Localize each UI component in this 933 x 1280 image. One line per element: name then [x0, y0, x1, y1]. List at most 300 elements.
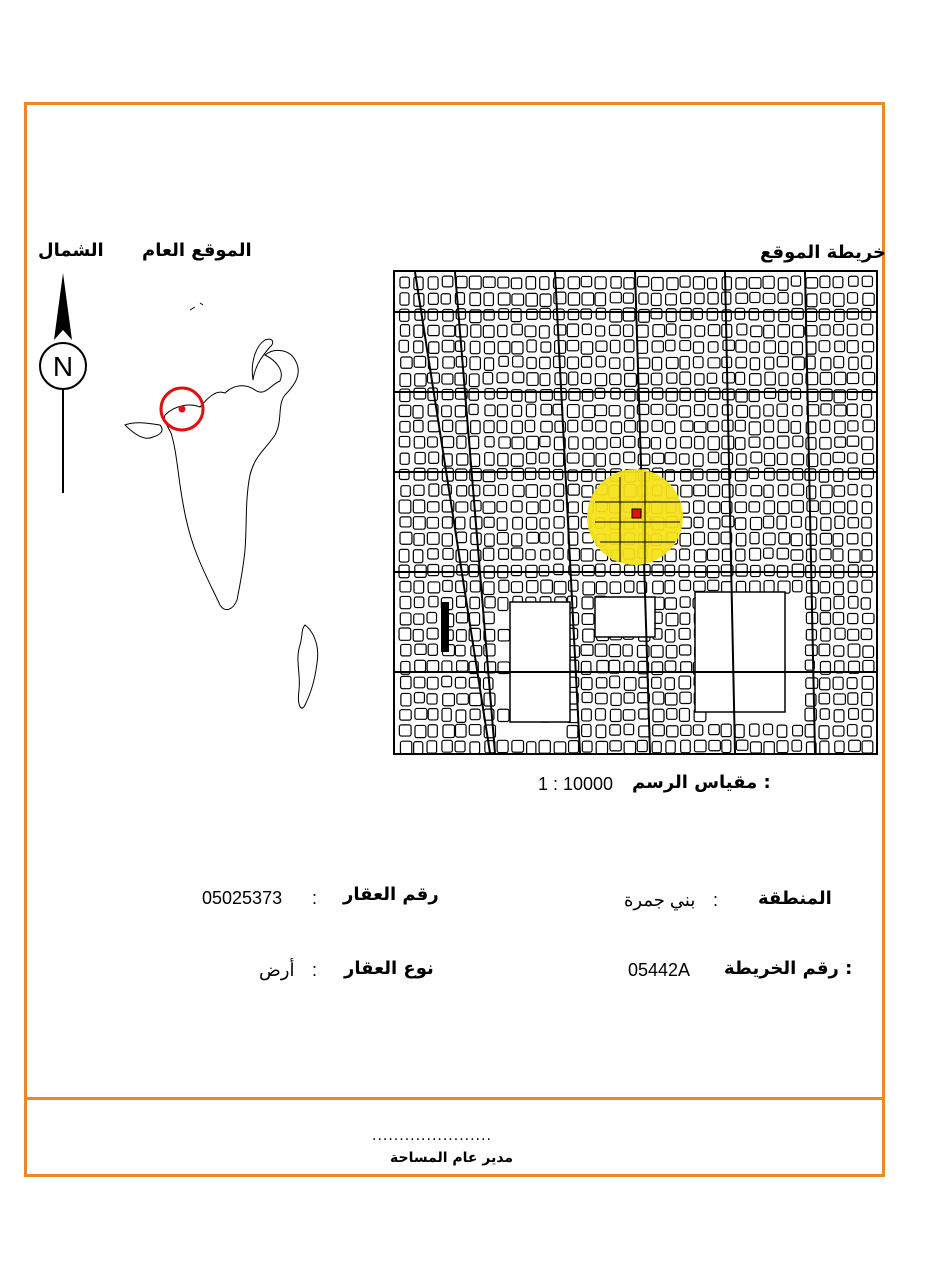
parcel: [525, 420, 534, 431]
parcel: [834, 646, 844, 656]
parcel: [847, 373, 858, 384]
parcel: [834, 582, 844, 595]
parcel: [833, 613, 843, 625]
parcel: [791, 276, 800, 286]
parcel: [540, 294, 551, 306]
parcel: [400, 293, 409, 305]
parcel: [400, 517, 411, 527]
parcel: [553, 532, 563, 545]
parcel: [793, 436, 803, 447]
parcel: [695, 740, 707, 752]
parcel: [401, 357, 412, 368]
parcel: [624, 278, 634, 289]
parcel: [513, 485, 524, 496]
parcel: [569, 437, 578, 449]
parcel: [582, 692, 592, 702]
parcel: [624, 724, 634, 734]
parcel: [511, 278, 521, 289]
parcel: [791, 421, 800, 433]
parcel: [863, 660, 874, 671]
parcel: [582, 420, 592, 431]
parcel: [427, 677, 438, 689]
parcel: [777, 436, 788, 448]
parcel: [414, 581, 424, 593]
parcel: [764, 516, 774, 528]
parcel: [596, 421, 607, 432]
parcel: [764, 420, 773, 432]
parcel: [792, 342, 803, 355]
parcel: [596, 564, 605, 576]
parcel: [652, 388, 662, 399]
parcel: [415, 660, 426, 671]
parcel: [596, 678, 607, 688]
parcel: [777, 741, 788, 753]
parcel: [456, 421, 467, 434]
parcel: [400, 421, 410, 432]
parcel: [820, 438, 831, 449]
parcel: [651, 373, 662, 385]
parcel: [749, 309, 758, 320]
parcel: [485, 405, 495, 416]
parcel: [848, 501, 857, 514]
parcel: [723, 372, 735, 382]
parcel: [456, 724, 467, 737]
parcel: [623, 436, 635, 447]
parcel: [596, 469, 605, 481]
parcel: [470, 293, 481, 306]
parcel: [540, 374, 550, 386]
parcel: [485, 453, 494, 466]
parcel: [764, 565, 774, 576]
parcel: [429, 596, 438, 607]
parcel: [540, 277, 549, 290]
parcel: [750, 406, 760, 418]
parcel: [498, 325, 507, 336]
parcel: [610, 358, 620, 369]
parcel: [862, 676, 873, 689]
parcel: [400, 309, 409, 321]
parcel: [681, 740, 691, 753]
parcel: [791, 388, 800, 399]
parcel: [666, 324, 675, 335]
parcel: [821, 293, 830, 304]
parcel: [680, 356, 689, 369]
parcel: [666, 404, 676, 415]
parcel: [526, 517, 536, 529]
parcel: [849, 357, 858, 369]
parcel: [750, 742, 761, 753]
parcel: [582, 709, 592, 721]
parcel: [596, 693, 608, 704]
parcel: [399, 469, 409, 479]
parcel: [792, 740, 801, 751]
parcel: [539, 326, 549, 338]
parcel: [625, 373, 637, 386]
area-value: بني جمرة: [624, 890, 696, 910]
parcel: [835, 628, 845, 639]
parcel: [469, 725, 481, 736]
parcel: [680, 326, 691, 338]
parcel: [499, 549, 509, 560]
parcel: [764, 581, 774, 593]
parcel: [415, 708, 427, 719]
parcel: [442, 406, 452, 417]
parcel: [484, 358, 493, 370]
parcel: [821, 358, 831, 370]
parcel: [862, 469, 874, 479]
parcel: [455, 677, 465, 688]
parcel: [820, 533, 831, 544]
parcel: [596, 741, 607, 753]
parcel: [413, 630, 423, 642]
parcel: [819, 341, 830, 352]
parcel: [526, 293, 537, 306]
parcel: [680, 597, 690, 607]
parcel: [722, 740, 731, 752]
parcel: [400, 710, 411, 720]
parcel: [625, 421, 636, 432]
parcel: [863, 613, 874, 623]
parcel: [414, 742, 423, 753]
parcel: [429, 452, 439, 463]
parcel: [665, 630, 675, 642]
parcel: [681, 725, 691, 735]
parcel: [679, 676, 691, 689]
parcel: [401, 486, 410, 497]
parcel: [764, 742, 774, 753]
parcel: [414, 692, 424, 702]
parcel: [847, 324, 857, 335]
parcel: [469, 565, 478, 577]
parcel: [443, 725, 455, 738]
parcel: [763, 533, 775, 545]
site-map: [393, 270, 878, 755]
parcel: [401, 644, 411, 655]
parcel: [722, 516, 734, 527]
parcel: [695, 293, 704, 303]
parcel: [429, 484, 439, 496]
parcel: [847, 389, 857, 399]
parcel: [639, 726, 650, 737]
parcel: [637, 740, 647, 751]
parcel: [567, 357, 578, 369]
parcel: [554, 469, 563, 479]
parcel: [638, 276, 649, 286]
parcel: [595, 405, 606, 416]
parcel: [862, 709, 873, 721]
parcel: [499, 309, 509, 320]
parcel: [834, 325, 844, 335]
parcel: [483, 326, 494, 338]
parcel: [498, 342, 510, 354]
parcel: [849, 276, 858, 286]
parcel: [709, 388, 720, 399]
parcel: [469, 404, 478, 414]
parcel: [863, 420, 874, 432]
parcel: [777, 357, 788, 367]
parcel: [750, 358, 759, 370]
parcel: [695, 374, 704, 385]
parcel: [400, 389, 410, 401]
parcel: [708, 580, 719, 590]
parcel: [680, 580, 691, 590]
parcel: [527, 340, 536, 352]
parcel: [708, 452, 718, 463]
parcel: [847, 534, 858, 544]
parcel: [625, 406, 634, 419]
parcel: [835, 341, 845, 351]
parcel: [442, 676, 452, 687]
parcel: [751, 565, 761, 576]
parcel: [541, 404, 552, 415]
parcel: [609, 406, 620, 416]
parcel: [413, 500, 424, 513]
parcel: [527, 453, 536, 464]
map-number-value: 05442A: [628, 960, 691, 980]
parcel: [834, 469, 843, 482]
parcel: [736, 340, 747, 352]
parcel: [569, 580, 578, 591]
parcel: [569, 372, 578, 385]
general-location-heading: الموقع العام: [142, 240, 252, 261]
parcel: [511, 548, 522, 560]
parcel: [680, 276, 690, 287]
parcel: [457, 661, 468, 672]
parcel: [511, 309, 521, 322]
parcel: [708, 405, 717, 417]
parcel: [499, 485, 508, 496]
parcel: [834, 405, 846, 416]
parcel: [415, 725, 426, 737]
parcel: [511, 565, 521, 575]
parcel: [665, 598, 676, 609]
parcel: [596, 438, 607, 450]
parcel: [568, 309, 578, 319]
parcel: [764, 548, 773, 558]
parcel: [610, 454, 620, 465]
parcel: [581, 678, 592, 690]
parcel: [736, 293, 748, 303]
parcel: [862, 741, 873, 753]
parcel: [539, 468, 549, 479]
parcel: [513, 517, 523, 529]
parcel: [652, 453, 664, 463]
parcel: [610, 741, 621, 751]
parcel: [833, 452, 844, 462]
parcel: [820, 325, 830, 335]
parcel: [765, 372, 775, 385]
parcel: [610, 709, 621, 721]
parcel: [807, 486, 816, 499]
parcel: [694, 532, 705, 544]
parcel: [735, 420, 745, 431]
parcel: [777, 469, 789, 480]
parcel: [527, 502, 539, 514]
parcel: [498, 453, 508, 465]
parcel: [680, 388, 690, 400]
parcel: [427, 661, 438, 672]
parcel: [665, 693, 677, 705]
parcel: [497, 388, 507, 398]
parcel: [511, 501, 522, 512]
parcel: [666, 741, 675, 753]
parcel: [834, 486, 845, 497]
parcel: [427, 533, 439, 545]
parcel: [736, 740, 747, 750]
area-label: المنطقة: [758, 888, 832, 909]
parcel: [569, 389, 580, 401]
parcel: [457, 486, 467, 496]
parcel: [778, 502, 789, 514]
parcel: [413, 517, 425, 529]
parcel: [512, 534, 522, 546]
parcel: [581, 276, 591, 286]
parcel: [624, 678, 636, 691]
parcel: [455, 645, 465, 656]
property-type-label: نوع العقار: [344, 958, 434, 979]
parcel: [765, 453, 775, 465]
parcel: [708, 278, 717, 289]
parcel: [749, 468, 758, 478]
north-arrow-icon: [30, 268, 96, 498]
parcel: [624, 325, 633, 336]
parcel: [667, 438, 676, 449]
parcel: [667, 726, 678, 737]
parcel: [721, 724, 731, 736]
parcel: [583, 438, 594, 450]
parcel: [443, 357, 454, 368]
parcel: [819, 726, 829, 739]
property-marker: [632, 509, 641, 518]
parcel: [862, 692, 872, 705]
parcel: [721, 453, 732, 465]
parcel: [610, 725, 621, 735]
parcel: [651, 438, 660, 449]
parcel: [471, 421, 480, 434]
parcel: [764, 325, 775, 337]
parcel: [833, 277, 843, 288]
parcel: [428, 725, 437, 737]
parcel: [513, 356, 523, 367]
parcel: [862, 580, 872, 592]
parcel: [735, 438, 744, 450]
parcel: [442, 517, 452, 528]
parcel: [582, 614, 594, 625]
parcel: [834, 502, 845, 513]
property-number-separator: :: [312, 888, 318, 908]
footer-divider: [24, 1097, 885, 1100]
parcel: [568, 502, 578, 513]
parcel: [848, 421, 858, 431]
parcel: [400, 613, 411, 625]
parcel: [583, 453, 594, 466]
property-type-value: أرض: [259, 960, 295, 980]
parcel: [848, 644, 860, 657]
parcel: [540, 518, 549, 529]
parcel: [792, 293, 802, 305]
parcel: [470, 341, 480, 353]
parcel: [526, 404, 535, 417]
parcel: [611, 437, 621, 447]
parcel: [863, 341, 874, 351]
parcel: [834, 694, 846, 704]
parcel: [471, 501, 481, 511]
parcel: [567, 453, 579, 463]
parcel: [750, 292, 760, 302]
parcel: [862, 533, 871, 546]
parcel: [512, 740, 524, 752]
parcel: [680, 549, 690, 560]
parcel: [624, 741, 635, 753]
parcel: [554, 517, 564, 528]
parcel: [694, 405, 704, 416]
parcel: [652, 341, 663, 352]
parcel: [595, 374, 606, 386]
parcel: [653, 692, 664, 704]
parcel: [833, 293, 844, 306]
parcel: [736, 533, 745, 546]
parcel: [525, 326, 536, 337]
parcel: [834, 596, 844, 608]
parcel: [848, 614, 858, 624]
parcel: [399, 628, 411, 640]
parcel: [820, 276, 830, 287]
parcel: [540, 532, 550, 543]
parcel: [611, 277, 621, 288]
parcel: [624, 693, 634, 703]
parcel: [693, 469, 703, 480]
parcel: [849, 596, 858, 608]
parcel: [820, 582, 829, 593]
parcel: [820, 389, 832, 401]
parcel: [456, 613, 467, 623]
parcel: [512, 421, 523, 433]
north-letter: N: [52, 351, 74, 382]
parcel: [540, 308, 550, 319]
parcel: [723, 340, 734, 350]
parcel: [611, 388, 620, 399]
parcel: [609, 645, 620, 657]
parcel: [427, 517, 438, 528]
parcel: [442, 661, 452, 672]
parcel: [623, 293, 633, 303]
parcel: [483, 582, 494, 595]
parcel: [708, 437, 719, 450]
parcel: [526, 277, 535, 289]
parcel: [526, 485, 537, 498]
parcel: [400, 277, 409, 288]
parcel: [862, 276, 872, 286]
parcel: [428, 437, 438, 447]
parcel: [861, 629, 871, 640]
parcel: [666, 645, 677, 657]
parcel: [457, 436, 466, 448]
parcel: [708, 358, 720, 368]
parcel: [737, 324, 747, 335]
parcel: [750, 548, 761, 560]
parcel: [596, 326, 605, 336]
parcel: [707, 309, 717, 321]
parcel: [765, 357, 774, 369]
parcel: [693, 454, 703, 467]
map-number-label: رقم الخريطة :: [724, 958, 853, 979]
parcel: [485, 534, 494, 546]
parcel: [792, 564, 803, 577]
parcel: [722, 485, 733, 497]
parcel: [736, 372, 745, 384]
parcel: [833, 726, 844, 736]
parcel: [737, 405, 748, 417]
